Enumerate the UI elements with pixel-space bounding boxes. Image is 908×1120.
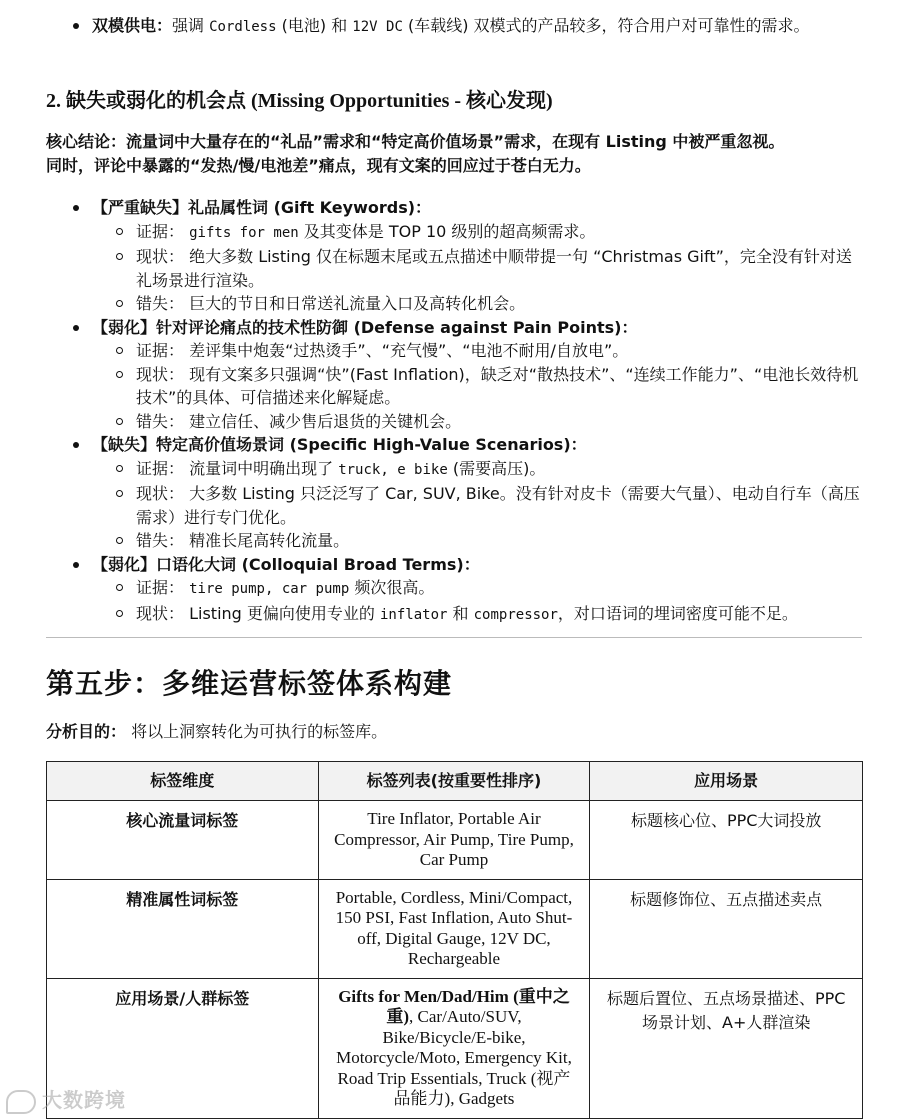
tag-list: Tire Inflator, Portable Air Compressor, Air Pump, Tire Pump, Car Pump — [318, 801, 590, 880]
tag-list-highlight: Gifts for Men/Dad/Him (重中之重) — [338, 986, 570, 1026]
list-item-title: 【弱化】针对评论痛点的技术性防御 (Defense against Pain Points)： — [92, 317, 638, 337]
tag-application: 标题后置位、五点场景描述、PPC场景计划、A+人群渲染 — [590, 978, 863, 1118]
inline-code: Cordless — [209, 19, 277, 35]
list-item-high-value-scenarios — [46, 433, 862, 553]
list-item-title: 【弱化】口语化大词 (Colloquial Broad Terms)： — [92, 554, 480, 574]
sub-item-evidence: 证据： 流量词中明确出现了 truck, e bike (需要高压)。 — [92, 457, 862, 483]
sub-item-missed: 错失： 巨大的节日和日常送礼流量入口及高转化机会。 — [92, 292, 862, 316]
inline-code: 12V DC — [352, 19, 403, 35]
product-feature-list — [46, 14, 862, 40]
list-item-colloquial-terms — [46, 553, 862, 628]
sub-item-status: 现状： Listing 更偏向使用专业的 inflator 和 compressor，对口语词的埋词密度可能不足。 — [92, 602, 862, 628]
sub-item-missed: 错失： 精准长尾高转化流量。 — [92, 529, 862, 553]
tag-dimension: 应用场景/人群标签 — [47, 978, 319, 1118]
tag-list: Gifts for Men/Dad/Him (重中之重), Car/Auto/SUV, Bike/Bicycle/E-bike, Motorcycle/Moto, Emergency Kit, Road Trip Essentials, Truck (视产品能力), Gadgets — [318, 978, 590, 1118]
table-row — [47, 879, 863, 978]
list-item-title: 【缺失】特定高价值场景词 (Specific High-Value Scenarios)： — [92, 435, 587, 454]
column-header: 标签维度 — [47, 762, 319, 801]
step-heading: 第五步：多维运营标签体系构建 — [46, 667, 453, 700]
inline-code: inflator — [380, 606, 448, 623]
tag-dimension: 精准属性词标签 — [47, 879, 319, 978]
tag-application: 标题修饰位、五点描述卖点 — [590, 879, 863, 978]
sub-item-missed: 错失： 建立信任、减少售后退货的关键机会。 — [92, 410, 862, 434]
sub-item-status: 现状： 绝大多数 Listing 仅在标题末尾或五点描述中顺带提一句 “Christmas Gift”，完全没有针对送礼场景进行渲染。 — [92, 245, 862, 292]
column-header: 标签列表(按重要性排序) — [318, 762, 590, 801]
tag-system-table — [46, 761, 863, 1119]
core-conclusion: 核心结论：流量词中大量存在的“礼品”需求和“特定高价值场景”需求，在现有 Listing 中被严重忽视。 同时，评论中暴露的“发热/慢/电池差”痛点，现有文案的回应过于苍白无力。 — [46, 132, 785, 175]
horizontal-divider — [46, 637, 862, 638]
tag-dimension: 核心流量词标签 — [47, 801, 319, 880]
inline-code: truck, e bike — [338, 461, 448, 478]
inline-code: gifts for men — [189, 224, 299, 241]
sub-item-evidence: 证据： gifts for men 及其变体是 TOP 10 级别的超高频需求。 — [92, 220, 862, 246]
list-item-title: 【严重缺失】礼品属性词 (Gift Keywords)： — [92, 198, 432, 217]
sub-item-status: 现状： 现有文案多只强调“快”(Fast Inflation)，缺乏对“散热技术”、“连续工作能力”、“电池长效待机技术”的具体、可信描述来化解疑虑。 — [92, 363, 862, 410]
tag-application: 标题核心位、PPC大词投放 — [590, 801, 863, 880]
table-row — [47, 978, 863, 1118]
list-item-label: 双模供电： — [92, 16, 173, 35]
list-item-dual-power: 双模供电：强调 Cordless (电池) 和 12V DC (车载线) 双模式的产品较多，符合用户对可靠性的需求。 — [46, 14, 862, 40]
watermark-logo-icon — [6, 1090, 36, 1114]
inline-code: tire pump, car pump — [189, 581, 350, 597]
analysis-purpose: 分析目的： 将以上洞察转化为可执行的标签库。 — [46, 722, 388, 741]
tag-list: Portable, Cordless, Mini/Compact, 150 PSI, Fast Inflation, Auto Shut-off, Digital Gauge, 12V DC, Rechargeable — [318, 879, 590, 978]
section-heading: 2. 缺失或弱化的机会点 (Missing Opportunities - 核心发现) — [46, 90, 553, 112]
list-item-pain-point-defense — [46, 316, 862, 434]
sub-item-evidence: 证据： 差评集中炮轰“过热烫手”、“充气慢”、“电池不耐用/自放电”。 — [92, 339, 862, 363]
sub-item-evidence: 证据： tire pump, car pump 频次很高。 — [92, 576, 862, 602]
sub-item-status: 现状： 大多数 Listing 只泛泛写了 Car, SUV, Bike。没有针对皮卡（需要大气量）、电动自行车（高压需求）进行专门优化。 — [92, 482, 862, 529]
missing-opportunities-list — [46, 196, 862, 627]
table-header-row — [47, 762, 863, 801]
column-header: 应用场景 — [590, 762, 863, 801]
table-row — [47, 801, 863, 880]
watermark: 大数跨境 — [6, 1084, 126, 1114]
list-item-gift-keywords — [46, 196, 862, 316]
inline-code: compressor — [473, 606, 558, 623]
